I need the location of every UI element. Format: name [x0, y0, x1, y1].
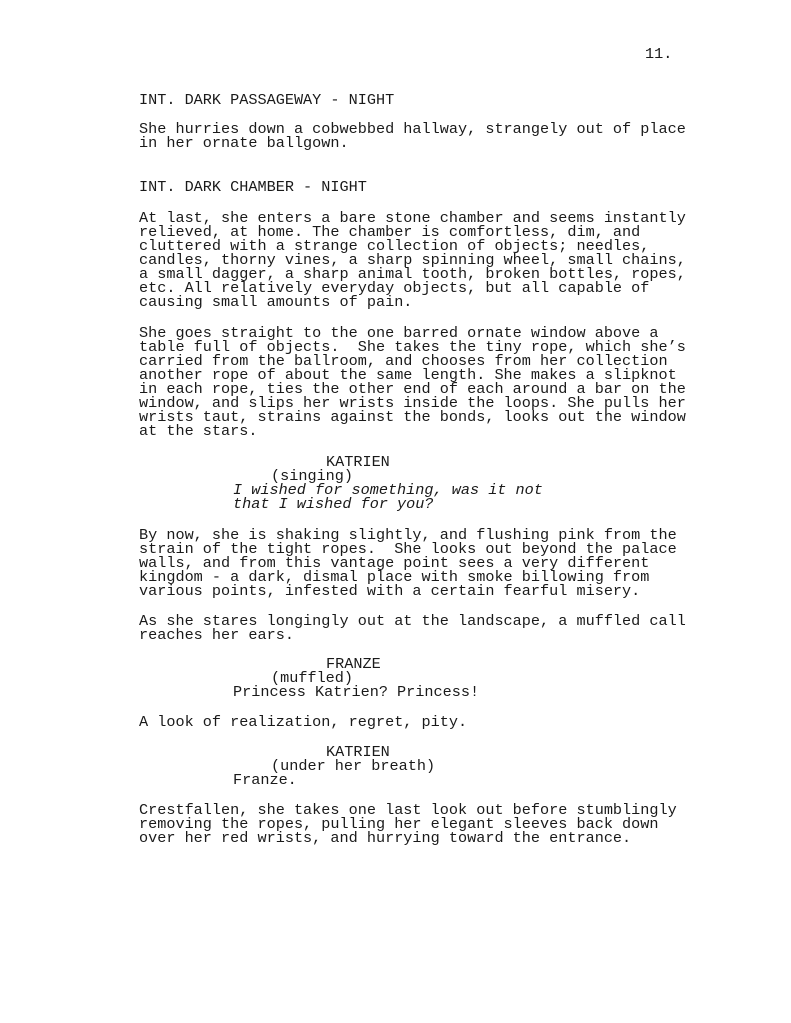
action-line: walls, and from this vantage point sees a very different [139, 554, 650, 572]
action-line: Crestfallen, she takes one last look out before stumblingly [139, 801, 677, 819]
action-line: As she stares longingly out at the landscape, a muffled call [139, 612, 686, 630]
action-line: removing the ropes, pulling her elegant sleeves back down [139, 815, 659, 833]
action-line: relieved, at home. The chamber is comfortless, dim, and [139, 223, 641, 241]
action-line: causing small amounts of pain. [139, 293, 413, 311]
action-line: reaches her ears. [139, 626, 294, 644]
scene-heading: INT. DARK CHAMBER - NIGHT [139, 178, 367, 196]
scene-heading: INT. DARK PASSAGEWAY - NIGHT [139, 91, 395, 109]
action-line: in her ornate ballgown. [139, 134, 349, 152]
dialogue-line: Franze. [233, 771, 297, 789]
character-name: FRANZE [326, 655, 381, 673]
action-line: over her red wrists, and hurrying toward the entrance. [139, 829, 632, 847]
action-line: a small dagger, a sharp animal tooth, broken bottles, ropes, [139, 265, 686, 283]
action-line: various points, infested with a certain fearful misery. [139, 582, 641, 600]
action-line: wrists taut, strains against the bonds, looks out the window [139, 408, 686, 426]
action-line: A look of realization, regret, pity. [139, 713, 468, 731]
action-line: etc. All relatively everyday objects, but all capable of [139, 279, 650, 297]
action-line: kingdom - a dark, dismal place with smoke billowing from [139, 568, 650, 586]
action-line: By now, she is shaking slightly, and flushing pink from the [139, 526, 677, 544]
dialogue-line: that I wished for you? [233, 495, 434, 513]
action-line: window, and slips her wrists inside the loops. She pulls her [139, 394, 686, 412]
action-line: She goes straight to the one barred ornate window above a [139, 324, 659, 342]
action-line: in each rope, ties the other end of each around a bar on the [139, 380, 686, 398]
dialogue-line: I wished for something, was it not [233, 481, 543, 499]
page-number: 11. [645, 45, 673, 63]
action-line: She hurries down a cobwebbed hallway, strangely out of place [139, 120, 686, 138]
parenthetical: (muffled) [271, 669, 354, 687]
dialogue-line: Princess Katrien? Princess! [233, 683, 480, 701]
action-line: table full of objects. She takes the tiny rope, which she’s [139, 338, 686, 356]
character-name: KATRIEN [326, 743, 390, 761]
action-line: at the stars. [139, 422, 258, 440]
character-name: KATRIEN [326, 453, 390, 471]
action-line: candles, thorny vines, a sharp spinning wheel, small chains, [139, 251, 686, 269]
action-line: another rope of about the same length. She makes a slipknot [139, 366, 677, 384]
action-line: At last, she enters a bare stone chamber and seems instantly [139, 209, 686, 227]
parenthetical: (under her breath) [271, 757, 436, 775]
action-line: cluttered with a strange collection of objects; needles, [139, 237, 650, 255]
action-line: carried from the ballroom, and chooses from her collection [139, 352, 668, 370]
action-line: strain of the tight ropes. She looks out beyond the palace [139, 540, 677, 558]
parenthetical: (singing) [271, 467, 354, 485]
